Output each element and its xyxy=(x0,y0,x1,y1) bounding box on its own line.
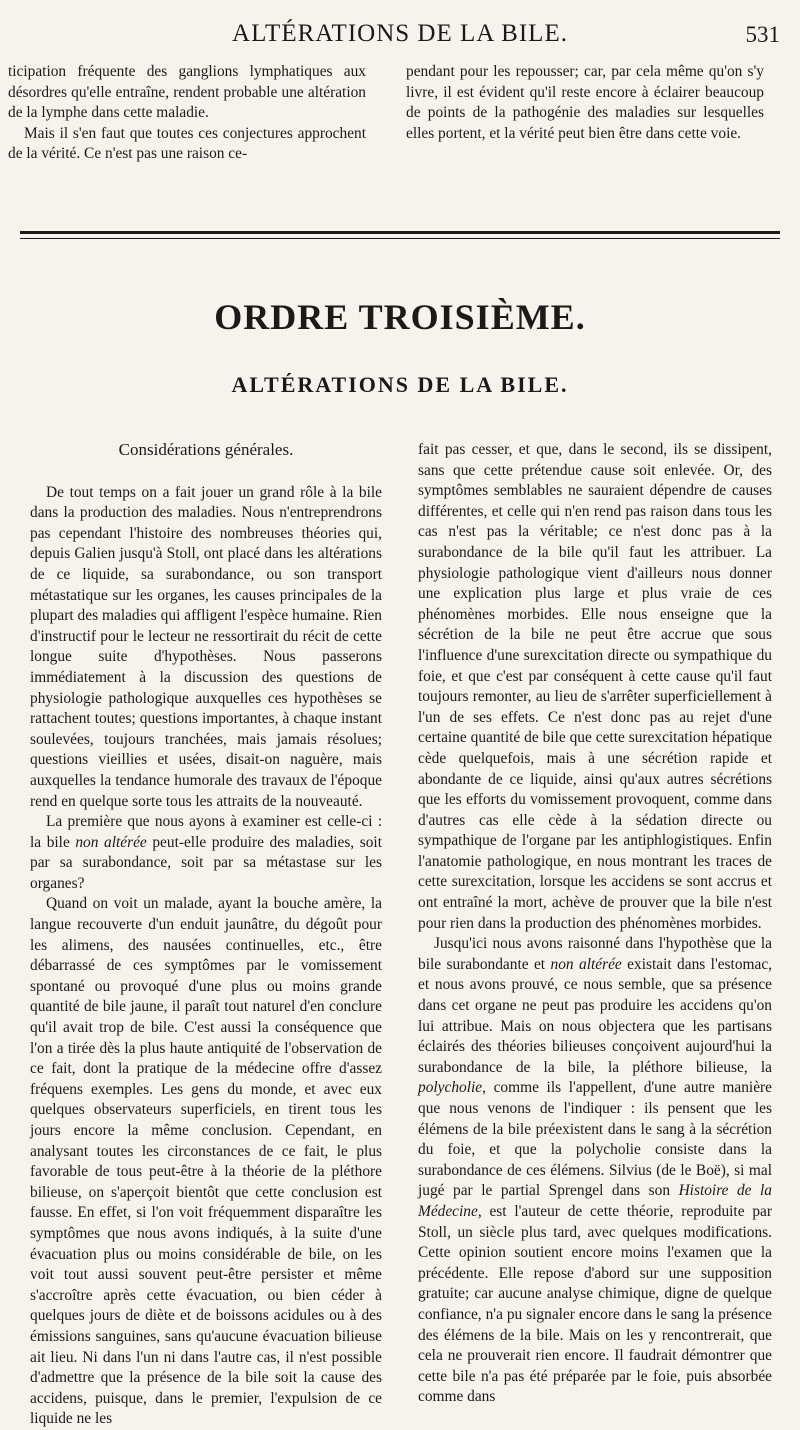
order-heading: ORDRE TROISIÈME. xyxy=(214,297,586,337)
text-run: La première que nous ayons à examiner est celle-ci : la bile xyxy=(30,813,382,851)
section-heading: ALTÉRATIONS DE LA BILE. xyxy=(231,372,569,397)
paragraph: Quand on voit un malade, ayant la bouche amère, la langue recouverte d'un enduit jaunâtre, du dégoût pour les alimens, des nausées continuelles, etc., être débarrassé de ces symptômes par le vomissement spontané ou provoqué d'une plus ou moins grande quantité de bile jaune, il paraît tout naturel d'en conclure qu'il avait trop de bile. C'est aussi la conséquence que l'on a tirée dès la plus haute antiquité de l'observation de ce fait, dont la pratique de la médecine offre d'assez fréquens exemples. Les gens du monde, et avec eux quelques observateurs superficiels, en tirent tous les jours encore la même conclusion. Cependant, en analysant toutes les circonstances de ce fait, le plus favorable de tous peut-être à la théorie de la pléthore bilieuse, on s'aperçoit bientôt que cette conclusion est fausse. En effet, si l'on voit fréquemment disparaître les symptômes que nous avons indiqués, à la suite d'une évacuation plus ou moins considérable de bile, on les voit tout aussi souvent peut-être persister et même s'accroître après cette évacuation, ou bien céder à quelques jours de diète et de boissons acidules ou à des émissions sanguines, sans qu'aucune évacuation bilieuse ait lieu. Ni dans l'un ni dans l'autre cas, il n'est possible d'admettre que la présence de la bile soit la cause des accidens, puisque, dans le premier, l'expulsion de ce liquide ne les xyxy=(30,895,382,1428)
paragraph: De tout temps on a fait jouer un grand rôle à la bile dans la production des maladies. Nous n'entreprendrons pas cependant l'histoire des nombreuses théories qui, depuis Galien jusqu'à Stoll, ont placé dans les altérations de ce liquide, sa surabondance, ou son transport métastatique sur les organes, les causes principales de la plupart des maladies qui affligent l'espèce humaine. Rien d'instructif pour le lecteur ne ressortirait du récit de cette longue suite d'hypothèses. Nous passerons immédiatement à la discussion des questions de physiologie pathologique auxquelles ces hypothèses se rattachent toutes; questions importantes, à chaque instant soulevées, toujours tranchées, mais jamais résolues; questions vieillies et usées, disait-on naguère, mais auxquelles la tendance humorale des travaux de l'époque rend en quelque sorte tous les attraits de la nouveauté. xyxy=(30,483,382,810)
paragraph xyxy=(418,934,772,1408)
left-column xyxy=(30,440,382,1430)
paragraph: pendant pour les repousser; car, par cela même qu'on s'y livre, il est évident qu'il reste encore à éclairer beaucoup de points de la pathogénie des maladies sur lesquelles elles portent, et la vérité peut bien être dans cette voie. xyxy=(406,63,764,142)
text-run: , est l'auteur de cette théorie, reproduite par Stoll, un siècle plus tard, avec quelques modifications. Cette opinion soutient encore moins l'examen que la précédente. Elle repose d'abord sur une supposition gratuite; car aucune analyse chimique, digne de quelque confiance, n'a pu signaler encore dans le sang la présence des élémens de la bile. Mais on les y rencontrerait, que cela ne prouverait rien encore. Il faudrait démontrer que cette bile n'a pas été préparée par le foie, puis absorbée comme dans xyxy=(418,1202,772,1406)
emphasis: non altérée xyxy=(75,833,147,851)
paragraph: Mais il s'en faut que toutes ces conjectures approchent de la vérité. Ce n'est pas une raison ce- xyxy=(8,124,366,163)
paragraph xyxy=(30,812,382,894)
divider-rule xyxy=(20,238,780,239)
emphasis: polycholie xyxy=(418,1079,483,1097)
text-run: , comme ils l'appellent, d'une autre manière que nous venons de l'indiquer : ils pensent que les élémens de la bile préexistent dans le sang à la sécrétion du foie, et que la polycholie consiste dans la surabondance de ces élémens. Silvius (de le Boë), si mal jugé par le partial Sprengel dans son xyxy=(418,1079,772,1200)
right-column xyxy=(418,440,772,1408)
top-right-column xyxy=(406,62,764,144)
running-head xyxy=(20,14,780,54)
emphasis: non altérée xyxy=(550,955,622,973)
top-left-column xyxy=(8,62,366,165)
emphasis: Histoire de la Médecine xyxy=(418,1182,772,1220)
text-run: peut-elle produire des maladies, soit par sa surabondance, soit par sa métastase sur les organes? xyxy=(30,833,382,892)
divider-rule xyxy=(20,231,780,234)
paragraph: ticipation fréquente des ganglions lymphatiques aux désordres qu'elle entraîne, rendent probable une altération de la lymphe dans cette maladie. xyxy=(8,63,366,122)
text-run: Jusqu'ici nous avons raisonné dans l'hypothèse que la bile surabondante et xyxy=(418,935,772,973)
running-title: ALTÉRATIONS DE LA BILE. xyxy=(232,20,568,47)
paragraph: fait pas cesser, et que, dans le second, ils se dissipent, sans que cette prétendue cause soit enlevée. Or, des symptômes semblables ne sauraient dépendre de causes différentes, et celle qui n'en rend pas raison dans tous les cas n'est pas la véritable; ce n'est donc pas à la surabondance de la bile qu'il faut les attribuer. La physiologie pathologique vient d'ailleurs nous donner une explication plus large et plus vraie de ces phénomènes morbides. Elle nous enseigne que la sécrétion de la bile ne peut être accrue que sous l'influence d'une surexcitation directe ou sympathique du foie, et que c'est par conséquent à cette cause qu'il faut toujours remonter, au lieu de s'arrêter superficiellement à l'un de ses effets. Ce n'est donc pas au rejet d'une certaine quantité de bile que cette surexcitation hépatique cède quelquefois, mais à une sécrétion rapide et abondante de ce liquide, ainsi qu'aux autres sécrétions que les efforts du vomissement provoquent, comme dans d'autres cas elle cède à la sédation directe ou sympathique de l'organe par les antiphlogistiques. Enfin l'anatomie pathologique, en nous montrant les traces de cette surexcitation, lorsque les accidens se sont accrus et ont entraîné la mort, achève de prouver que la bile n'est pour rien dans la production des phénomènes morbides. xyxy=(418,441,772,932)
text-run: existait dans l'estomac, et nous avons prouvé, ce nous semble, que sa présence dans cet organe ne peut pas produire les accidens qu'on lui attribue. Mais on nous objectera que les partisans éclairés des théories bilieuses conçoivent aujourd'hui la surabondance de la bile, la pléthore bilieuse, la xyxy=(418,955,772,1076)
subheading: Considérations générales. xyxy=(118,440,294,459)
page-number: 531 xyxy=(745,22,780,47)
